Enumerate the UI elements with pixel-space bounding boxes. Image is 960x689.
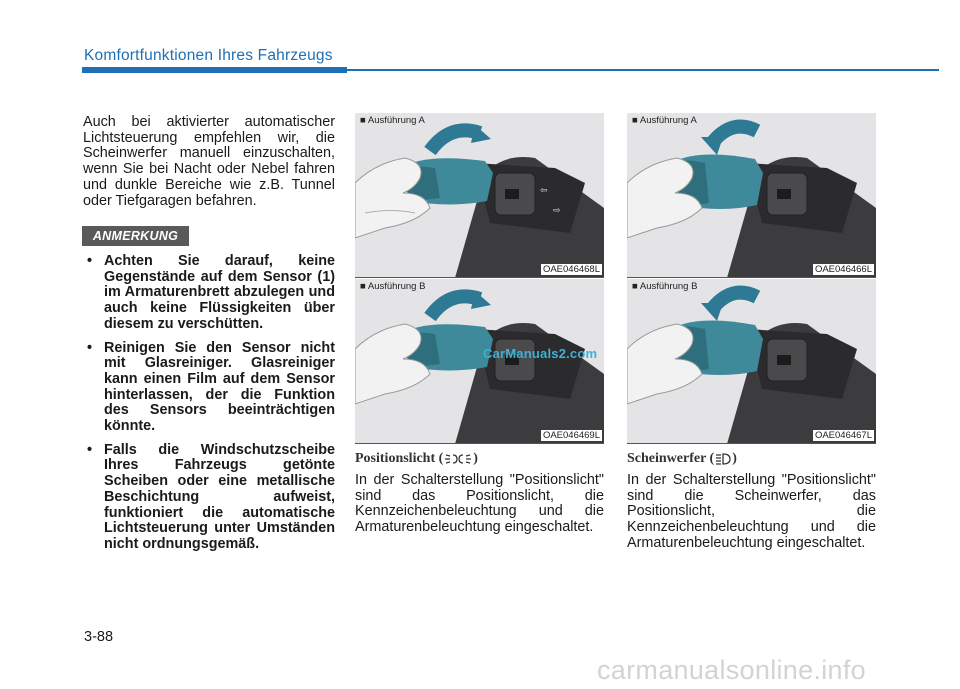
section-title-text: ) [473, 451, 478, 466]
intro-paragraph: Auch bei aktivierter automatischer Lichtsteuerung empfehlen wir, die Scheinwerfer manuell einzuschalten, wenn Sie bei Nacht oder Nebel fahren und dunkle Bereiche wie z.B. Tunnel oder Tiefgaragen befahren. [83, 114, 335, 209]
light-switch-illustration [627, 279, 876, 444]
site-watermark: CarManuals2.com [483, 346, 598, 361]
note-list [83, 254, 335, 561]
figure-switch-a-position [355, 113, 604, 278]
svg-text:⇨: ⇨ [553, 205, 561, 215]
header-rule [347, 69, 939, 71]
light-switch-illustration [355, 113, 604, 278]
section-body-position: In der Schalterstellung "Positionslicht" sind das Positionslicht, die Kennzeichenbeleuchtung und die Armaturenbeleuchtung eingeschaltet. [355, 472, 604, 536]
section-title-text: Positionslicht ( [355, 451, 444, 466]
list-item: • Achten Sie darauf, keine Gegenstände auf dem Sensor (1) im Armaturenbrett abzulegen und auch keine Flüssigkeiten über diesem zu verschütten. [83, 254, 335, 333]
figure-switch-b-headlight [627, 279, 876, 444]
section-title-headlight [627, 451, 737, 467]
section-title-text: ) [732, 451, 737, 466]
figure-code: OAE046466L [814, 264, 872, 275]
page-number: 3-88 [84, 629, 114, 645]
list-item: • Falls die Windschutzscheibe Ihres Fahrzeugs getönte Scheiben oder eine metallische Beschichtung aufweist, funktioniert die automatische Lichtsteuerung unter Umständen nicht ordnungsgemäß. [83, 443, 335, 553]
figure-label: ■ Ausführung B [632, 281, 698, 292]
note-label: ANMERKUNG [82, 226, 189, 246]
figure-rule [355, 443, 604, 444]
figure-code: OAE046468L [542, 264, 600, 275]
chapter-title: Komfortfunktionen Ihres Fahrzeugs [84, 47, 333, 64]
figure-rule [355, 277, 604, 278]
figure-switch-b-position [355, 279, 604, 444]
figure-code: OAE046469L [542, 430, 600, 441]
light-switch-illustration [355, 279, 604, 444]
section-title-text: Scheinwerfer ( [627, 451, 715, 466]
figure-rule [627, 277, 876, 278]
headlight-icon [714, 452, 732, 466]
light-switch-illustration [627, 113, 876, 278]
figure-label: ■ Ausführung B [360, 281, 426, 292]
figure-label: ■ Ausführung A [632, 115, 697, 126]
section-body-headlight: In der Schalterstellung "Positionslicht" sind die Scheinwerfer, das Positionslicht, die Kennzeichenbeleuchtung und die Armaturenbeleuchtung eingeschaltet. [627, 472, 876, 551]
footer-watermark: carmanualsonline.info [597, 655, 866, 685]
svg-text:⇦: ⇦ [540, 185, 548, 195]
figure-switch-a-headlight [627, 113, 876, 278]
section-title-position [355, 451, 478, 467]
figure-label: ■ Ausführung A [360, 115, 425, 126]
figure-rule [627, 443, 876, 444]
chapter-title-bar [82, 67, 347, 73]
figure-code: OAE046467L [814, 430, 872, 441]
position-light-icon [443, 452, 473, 466]
list-item: • Reinigen Sie den Sensor nicht mit Glasreiniger. Glasreiniger kann einen Film auf dem Sensor hinterlassen, der die Funktion des Sensors beeinträchtigen könnte. [83, 341, 335, 435]
